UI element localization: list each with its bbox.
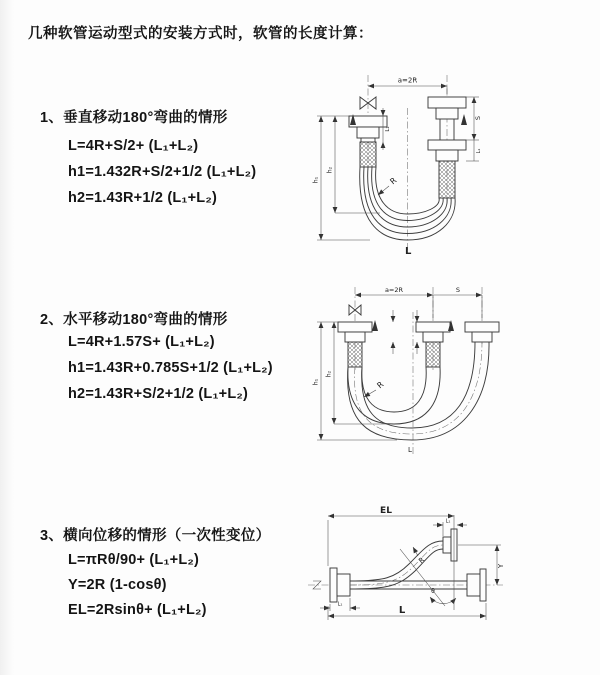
right-pipe-assembly-moved [465, 322, 499, 342]
section1-formula-L: L=4R+S/2+ (L₁+L₂) [68, 138, 199, 154]
diagram-lateral-displacement [296, 498, 600, 636]
right-pipe-assembly [428, 97, 466, 198]
section3-formula-L: L=πRθ/90+ (L₁+L₂) [68, 552, 200, 568]
radius-callout [413, 547, 426, 565]
dim-label-a2r: a=2R [384, 286, 404, 294]
braided-hose-section [439, 161, 455, 198]
length-label: L [408, 446, 412, 454]
section3-formula-Y: Y=2R (1-cosθ) [68, 577, 167, 593]
section1-formula-h2: h2=1.43R+1/2 (L₁+L₂) [68, 190, 218, 206]
braided-hose-section [348, 342, 362, 367]
page-title: 几种软管运动型式的安装方式时，软管的长度计算： [28, 26, 373, 42]
dim-label-l1-right: L₁ [476, 148, 482, 154]
displaced-hose-curve [350, 529, 457, 589]
diagram-horizontal-180-bend [312, 282, 600, 470]
section2-heading: 2、水平移动180°弯曲的情形 [40, 312, 228, 328]
dimension-l1-left [320, 598, 360, 611]
centerlines [355, 287, 482, 454]
hose-u-curves [348, 342, 489, 440]
left-flange [330, 568, 350, 602]
dimension-a2r-s [355, 286, 482, 318]
braided-hose-section [360, 142, 376, 167]
dimension-l1-top [433, 519, 467, 537]
radius-callout [364, 380, 386, 397]
dim-label-s: S [474, 115, 482, 121]
dim-label-l1-left: L₁ [385, 126, 391, 132]
section2-formula-h2: h2=1.43R+S/2+1/2 (L₁+L₂) [68, 386, 249, 402]
braided-hose-section [426, 342, 440, 367]
dimension-l [328, 603, 486, 620]
dim-label-l1-left: L₁ [337, 601, 343, 608]
length-label: L [398, 605, 406, 616]
radius-label: R [388, 175, 399, 187]
section3-formula-EL: EL=2Rsinθ+ (L₁+L₂) [68, 602, 207, 618]
dim-label-s: S [455, 286, 461, 294]
dim-label-y: Y [497, 563, 505, 569]
dim-label-l1-top: L₁ [445, 518, 451, 525]
section1-heading: 1、垂直移动180°弯曲的情形 [40, 110, 228, 126]
movement-arrow-left [372, 320, 378, 331]
dimension-l1-left [383, 108, 391, 150]
angle-label: θ [431, 588, 435, 595]
connector-dimensions [393, 310, 417, 354]
dim-label-h2: h₂ [326, 166, 334, 174]
length-label: L [405, 246, 412, 257]
radius-callout [378, 176, 399, 195]
dimension-a2r [368, 77, 447, 95]
dim-label-a2r: a=2R [397, 76, 418, 85]
dimension-s-right [466, 97, 482, 161]
section2-formula-h1: h1=1.43R+0.785S+1/2 (L₁+L₂) [68, 360, 273, 376]
middle-pipe-assembly [416, 322, 450, 367]
radius-label: R [375, 379, 386, 391]
left-pipe-assembly [338, 322, 372, 367]
dim-label-h1: h₁ [312, 176, 320, 184]
section1-formula-h1: h1=1.432R+S/2+1/2 (L₁+L₂) [68, 164, 257, 180]
dim-label-el: EL [380, 506, 392, 516]
radius-label: R [417, 555, 427, 566]
diagram-vertical-180-bend [312, 70, 600, 268]
section2-formula-L: L=4R+1.57S+ (L₁+L₂) [68, 334, 215, 350]
dim-label-h2: h₂ [325, 370, 333, 378]
section3-heading: 3、横向位移的情形（一次性变位） [40, 528, 271, 544]
movement-arrow-up-right [461, 114, 467, 125]
dim-label-h1: h₁ [312, 378, 320, 386]
